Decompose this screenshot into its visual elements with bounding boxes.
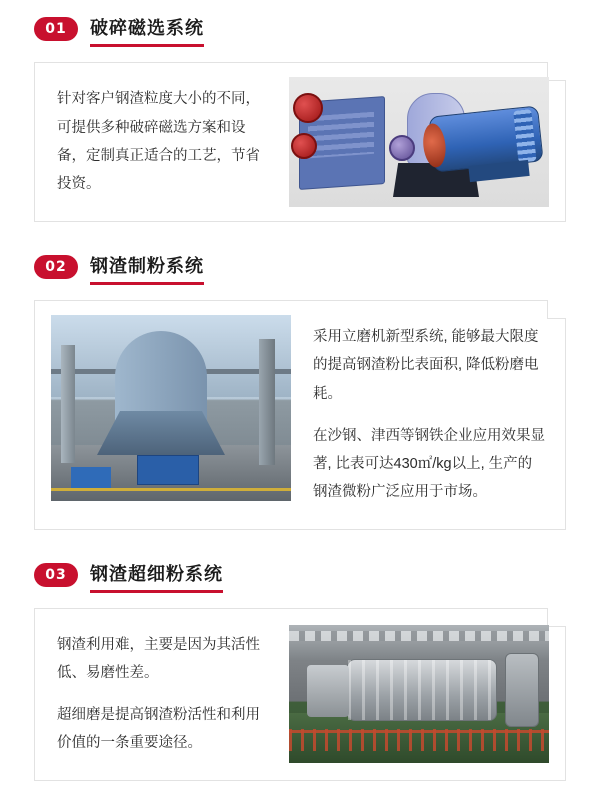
paragraph: 超细磨是提高钢渣粉活性和利用价值的一条重要途径。: [57, 707, 260, 752]
photo-right-pipe-shape: [259, 339, 275, 465]
safety-fence-shape: [289, 729, 549, 751]
jaw-crusher-flywheel-shape: [293, 93, 323, 123]
photo-left-pipe-shape: [61, 345, 75, 463]
ball-mill-feed-end-shape: [307, 665, 349, 717]
vertical-mill-plant-photo: [51, 315, 291, 501]
ball-mill-end-cap-shape: [505, 653, 539, 727]
section-text-01: [35, 63, 289, 221]
blue-equipment-secondary-shape: [71, 467, 111, 489]
paragraph: 针对客户钢渣粒度大小的不同，可提供多种破碎磁选方案和设备，定制真正适合的工艺，节省投资。: [57, 91, 260, 193]
section-card-content: [35, 63, 565, 221]
ball-mill-workshop-photo: [289, 625, 549, 763]
section-title: 破碎磁选系统: [90, 14, 204, 44]
section-number-badge: 01: [34, 17, 78, 41]
section-text-02: [291, 301, 565, 529]
yellow-rail-shape: [51, 488, 291, 491]
paragraph: 采用立磨机新型系统, 能够最大限度的提高钢渣粉比表面积, 降低粉磨电耗。: [313, 329, 539, 402]
ball-mill-drum-shape: [347, 659, 497, 721]
section-text-03: [35, 609, 289, 780]
section-block-02: [0, 230, 600, 530]
cone-crusher-pulley-shape: [389, 135, 415, 161]
photo-window-strip: [289, 631, 549, 641]
section-number-badge: 02: [34, 255, 78, 279]
section-title: 钢渣超细粉系统: [90, 560, 223, 590]
section-card-03: [34, 608, 566, 781]
crushing-and-magnetic-separation-equipment-illustration: [289, 77, 549, 207]
section-header-03: [0, 560, 600, 590]
paragraph: 在沙钢、津西等钢铁企业应用效果显著, 比表可达430㎡/kg以上, 生产的钢渣微粉广泛应用于市场。: [313, 427, 545, 501]
section-header-01: [0, 14, 600, 44]
section-title: 钢渣制粉系统: [90, 252, 204, 282]
section-card-01: [34, 62, 566, 222]
paragraph: 钢渣利用难，主要是因为其活性低、易磨性差。: [57, 636, 260, 681]
blue-equipment-shape: [137, 455, 199, 485]
section-block-03: [0, 538, 600, 781]
section-card-content: [35, 609, 565, 780]
section-block-01: [0, 0, 600, 222]
section-card-content: [35, 301, 565, 529]
section-header-02: [0, 252, 600, 282]
section-card-02: [34, 300, 566, 530]
section-number-badge: 03: [34, 563, 78, 587]
jaw-crusher-flywheel-lower-shape: [291, 133, 317, 159]
